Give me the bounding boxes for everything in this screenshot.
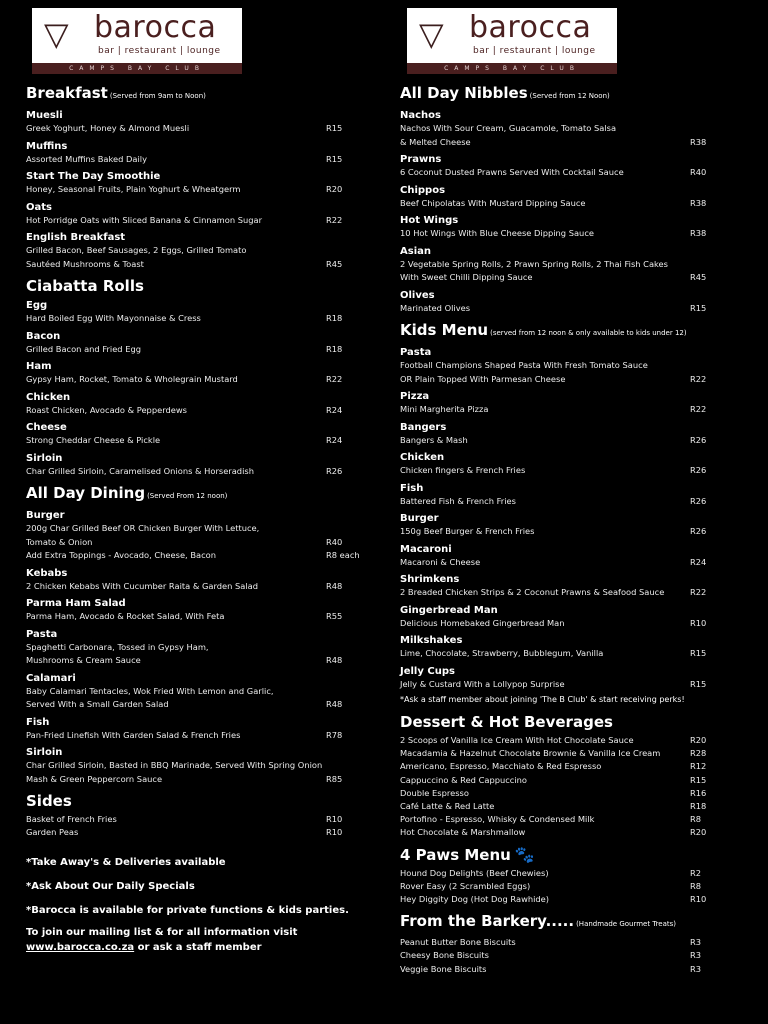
menu-item <box>26 140 366 167</box>
row-description: Rover Easy (2 Scrambled Eggs) <box>400 880 531 891</box>
menu-row <box>400 867 730 880</box>
row-price: R8 <box>690 814 702 825</box>
item-price: R40 <box>690 167 707 177</box>
section-title-text: Ciabatta Rolls <box>26 277 144 295</box>
item-name: Milkshakes <box>400 635 463 646</box>
item-name: Chicken <box>400 452 445 463</box>
item-price: R10 <box>690 617 707 628</box>
menu-item <box>26 201 366 228</box>
menu-item <box>400 482 730 509</box>
item-price: R38 <box>690 228 707 238</box>
item-line <box>26 580 366 594</box>
item-name: Fish <box>400 482 424 494</box>
menu-item <box>26 391 366 418</box>
row-price: R10 <box>690 894 707 905</box>
item-name: Macaroni <box>400 543 452 555</box>
item-description: Assorted Muffins Baked Daily <box>26 153 148 164</box>
row-description: Peanut Butter Bone Biscuits <box>400 937 516 948</box>
note-takeaway: *Take Away's & Deliveries available <box>26 857 226 869</box>
row-description: Hot Chocolate & Marshmallow <box>400 827 526 838</box>
item-description: Sautéed Mushrooms & Toast <box>26 258 144 269</box>
right-column <box>400 78 730 976</box>
logo-tagline: bar | restaurant | lounge <box>98 46 221 56</box>
menu-item <box>400 245 730 285</box>
paws-menu-section <box>400 846 730 907</box>
item-price: R24 <box>326 404 343 415</box>
barocca-logo <box>32 8 242 74</box>
item-description: Roast Chicken, Avocado & Pepperdews <box>26 404 187 415</box>
nibbles-section <box>400 84 730 315</box>
item-line: 200g Char Grilled Beef OR Chicken Burger With Lettuce, <box>26 523 260 533</box>
item-name: Chicken <box>26 391 71 403</box>
rows <box>26 813 366 839</box>
website-link[interactable]: www.barocca.co.za <box>26 942 135 954</box>
menu-row <box>400 826 730 839</box>
item-price: R85 <box>326 773 343 784</box>
menu-item <box>26 109 366 136</box>
all-day-dining-section <box>26 484 366 786</box>
item-description: Hard Boiled Egg With Mayonnaise & Cress <box>26 313 201 323</box>
menu-item <box>26 360 366 387</box>
row-price: R10 <box>326 814 343 824</box>
menu-item <box>26 567 366 594</box>
item-price <box>326 641 366 655</box>
section-title-text: Kids Menu <box>400 321 489 339</box>
menu-row <box>400 893 730 906</box>
item-price: R48 <box>326 655 343 665</box>
row-description: Basket of French Fries <box>26 814 117 824</box>
item-name: Gingerbread Man <box>400 604 498 616</box>
item-price: R24 <box>326 435 343 445</box>
item-line <box>400 556 730 570</box>
menu-item <box>400 512 730 539</box>
menu-item <box>26 231 366 271</box>
item-line <box>26 244 366 258</box>
item-price: R48 <box>326 580 343 591</box>
item-description: Football Champions Shaped Pasta With Fresh Tomato Sauce <box>400 360 648 370</box>
item-description: Honey, Seasonal Fruits, Plain Yoghurt & Wheatgerm <box>26 184 241 194</box>
item-name: Egg <box>26 300 48 311</box>
item-line <box>26 404 366 418</box>
ciabatta-section <box>26 277 366 478</box>
notes <box>26 851 366 923</box>
section-title <box>26 792 366 810</box>
item-name: Kebabs <box>26 567 68 579</box>
item-price <box>690 258 730 272</box>
section-title <box>26 84 366 105</box>
section-title-text: All Day Nibbles <box>400 84 528 102</box>
rows <box>400 734 730 840</box>
item-line: Add Extra Toppings - Avocado, Cheese, Bacon R8 each <box>26 550 360 560</box>
item-description: Beef Chipolatas With Mustard Dipping Sauce <box>400 197 586 208</box>
item-line <box>26 183 366 197</box>
item-name: Start The Day Smoothie <box>26 171 161 182</box>
item-description: With Sweet Chilli Dipping Sauce <box>400 272 533 282</box>
menu-item <box>26 330 366 357</box>
section-title <box>400 84 730 105</box>
item-price: R15 <box>690 302 707 313</box>
menu-row <box>400 949 730 962</box>
item-price: R15 <box>326 123 343 133</box>
cocktail-glass-icon: ▽ <box>44 15 69 53</box>
logo-tagline: bar | restaurant | lounge <box>473 46 596 56</box>
item-description: Marinated Olives <box>400 302 471 313</box>
item-price <box>690 122 730 136</box>
item-price: R55 <box>326 611 343 621</box>
item-line <box>26 698 366 712</box>
row-price: R3 <box>690 937 702 948</box>
item-price: R78 <box>326 729 343 740</box>
menu-row <box>400 800 730 813</box>
menu-item <box>400 665 730 692</box>
row-description: 2 Scoops of Vanilla Ice Cream With Hot Chocolate Sauce <box>400 735 634 745</box>
item-name: Fish <box>26 716 50 728</box>
section-title <box>400 912 730 933</box>
item-price: R20 <box>326 184 343 194</box>
item-line <box>400 495 730 509</box>
row-description: Americano, Espresso, Macchiato & Red Espresso <box>400 761 602 772</box>
item-price: R24 <box>690 556 707 567</box>
item-description: Bangers & Mash <box>400 434 468 445</box>
item-name: Nachos <box>400 110 441 121</box>
item-name: Ham <box>26 361 52 372</box>
row-description: Hound Dog Delights (Beef Chewies) <box>400 867 549 878</box>
item-price: R45 <box>326 258 343 269</box>
item-description: Char Grilled Sirloin, Basted in BBQ Marinade, Served With Spring Onion <box>26 760 323 770</box>
section-title-text: Dessert & Hot Beverages <box>400 713 613 731</box>
item-description: 6 Coconut Dusted Prawns Served With Cocktail Sauce <box>400 167 624 177</box>
item-line <box>400 166 730 180</box>
section-note: (Handmade Gourmet Treats) <box>576 920 677 929</box>
item-description: Gypsy Ham, Rocket, Tomato & Wholegrain Mustard <box>26 374 238 384</box>
row-price: R15 <box>690 774 707 785</box>
item-line <box>26 153 366 167</box>
menu-item <box>26 672 366 712</box>
sides-section <box>26 792 366 839</box>
row-description: Garden Peas <box>26 827 79 838</box>
item-name: Olives <box>400 289 435 301</box>
menu-row <box>400 787 730 800</box>
item-name: Jelly Cups <box>400 665 455 677</box>
rows <box>400 867 730 907</box>
item-price: R15 <box>690 648 707 658</box>
barkery-section <box>400 912 730 976</box>
item-price: R26 <box>326 465 343 476</box>
menu-item <box>26 716 366 743</box>
menu-row <box>400 734 730 747</box>
b-club-footnote: *Ask a staff member about joining 'The B Club' & start receiving perks! <box>400 695 685 704</box>
item-name: Oats <box>26 201 52 213</box>
item-line <box>400 136 730 150</box>
item-line <box>400 302 730 316</box>
item-line: Tomato & Onion R40 <box>26 536 343 547</box>
row-price: R28 <box>690 748 707 759</box>
item-price: R48 <box>326 699 343 709</box>
cocktail-glass-icon: ▽ <box>419 15 444 53</box>
item-name: English Breakfast <box>26 232 126 243</box>
item-name: Prawns <box>400 154 442 165</box>
section-title-text: 4 Paws Menu <box>400 845 511 864</box>
item-name: Pasta <box>26 628 58 640</box>
item-description: Pan-Fried Linefish With Garden Salad & French Fries <box>26 729 241 740</box>
logo-subtitle: CAMPS BAY CLUB <box>32 63 242 74</box>
logo-subtitle: CAMPS BAY CLUB <box>407 63 617 74</box>
row-price: R2 <box>690 867 702 878</box>
item-price: R15 <box>326 153 343 164</box>
item-description: Lime, Chocolate, Strawberry, Bubblegum, Vanilla <box>400 648 604 658</box>
row-price: R8 <box>690 880 702 891</box>
item-description: Grilled Bacon, Beef Sausages, 2 Eggs, Grilled Tomato <box>26 245 247 255</box>
left-column <box>26 78 366 955</box>
item-price: R22 <box>690 587 707 597</box>
item-line <box>400 271 730 285</box>
item-name: Calamari <box>26 672 76 684</box>
item-price: R38 <box>690 136 707 147</box>
item-line <box>26 465 366 479</box>
item-price: R26 <box>690 434 707 445</box>
item-line <box>26 312 366 326</box>
menu-row <box>400 936 730 949</box>
menu-item <box>400 214 730 241</box>
item-line <box>400 434 730 448</box>
item-description: Char Grilled Sirloin, Caramelised Onions & Horseradish <box>26 465 254 476</box>
item-name: Muesli <box>26 110 63 121</box>
item-line <box>26 122 366 136</box>
item-price: R18 <box>326 343 343 354</box>
menu-item <box>400 451 730 478</box>
item-description: Parma Ham, Avocado & Rocket Salad, With Feta <box>26 611 225 621</box>
menu-row <box>400 963 730 976</box>
item-line <box>400 227 730 241</box>
kids-menu-section <box>400 321 730 691</box>
row-description: Cheesy Bone Biscuits <box>400 950 489 961</box>
menu-item <box>400 289 730 316</box>
section-note: (Served from 12 Noon) <box>529 92 610 100</box>
row-price: R3 <box>690 950 702 961</box>
section-note: (Served from 9am to Noon) <box>109 92 206 100</box>
row-price: R18 <box>690 801 707 812</box>
item-description: OR Plain Topped With Parmesan Cheese <box>400 373 566 384</box>
item-description: Greek Yoghurt, Honey & Almond Muesli <box>26 123 190 133</box>
item-line <box>26 214 366 228</box>
item-price: R45 <box>690 272 707 282</box>
item-price <box>690 359 730 373</box>
item-name: Burger <box>400 513 439 524</box>
item-line <box>400 647 730 661</box>
row-price: R10 <box>326 827 343 838</box>
item-description: 150g Beef Burger & French Fries <box>400 526 535 536</box>
row-description: Veggie Bone Biscuits <box>400 963 487 974</box>
item-line <box>26 654 366 668</box>
menu-item <box>26 421 366 448</box>
item-description: 2 Vegetable Spring Rolls, 2 Prawn Spring Rolls, 2 Thai Fish Cakes <box>400 258 668 269</box>
item-description: & Melted Cheese <box>400 136 471 147</box>
dessert-section <box>400 713 730 840</box>
menu-item <box>26 597 366 624</box>
note-functions: *Barocca is available for private functions & kids parties. <box>26 905 349 917</box>
item-name: Muffins <box>26 140 68 152</box>
item-line <box>26 434 366 448</box>
item-line <box>400 617 730 631</box>
item-description: Battered Fish & French Fries <box>400 495 516 506</box>
item-line <box>400 197 730 211</box>
menu-item <box>400 604 730 631</box>
item-description: Spaghetti Carbonara, Tossed in Gypsy Ham, <box>26 641 209 652</box>
item-description: Mash & Green Peppercorn Sauce <box>26 773 163 784</box>
row-price: R16 <box>690 787 707 798</box>
menu-item <box>400 543 730 570</box>
item-line <box>26 759 366 773</box>
menu-row <box>400 813 730 826</box>
menu-item <box>400 573 730 600</box>
row-price: R20 <box>690 827 707 838</box>
menu-item <box>26 746 366 786</box>
menu-item <box>26 170 366 197</box>
item-description: Jelly & Custard With a Lollypop Surprise <box>400 678 565 689</box>
item-description: Strong Cheddar Cheese & Pickle <box>26 435 161 445</box>
item-price: R22 <box>326 214 343 225</box>
item-description: 2 Breaded Chicken Strips & 2 Coconut Prawns & Seafood Sauce <box>400 587 665 597</box>
menu-row <box>400 760 730 773</box>
item-line <box>26 373 366 387</box>
item-price: R22 <box>690 373 707 384</box>
item-line <box>26 610 366 624</box>
section-title <box>26 277 366 295</box>
menu-item <box>400 153 730 180</box>
logo-name: barocca <box>469 10 592 45</box>
item-description: 10 Hot Wings With Blue Cheese Dipping Sauce <box>400 228 594 238</box>
section-note: (served from 12 noon & only available to kids under 12) <box>490 329 687 337</box>
item-line <box>400 586 730 600</box>
item-name: Parma Ham Salad <box>26 598 126 609</box>
item-description: Delicious Homebaked Gingerbread Man <box>400 617 565 628</box>
item-price <box>326 685 366 699</box>
item-description: 2 Chicken Kebabs With Cucumber Raita & Garden Salad <box>26 580 259 591</box>
paw-icon: 🐾 <box>514 844 535 864</box>
row-description: Macadamia & Hazelnut Chocolate Brownie & Vanilla Ice Cream <box>400 748 661 759</box>
menu-row <box>400 774 730 787</box>
row-description: Cappuccino & Red Cappuccino <box>400 774 528 785</box>
item-name: Bangers <box>400 421 447 433</box>
item-price <box>326 244 366 258</box>
section-title-text: From the Barkery..... <box>400 912 575 931</box>
item-line <box>26 641 366 655</box>
item-name: Pizza <box>400 391 430 402</box>
logo-name: barocca <box>94 10 217 45</box>
item-name: Sirloin <box>26 452 63 464</box>
section-title-text: Sides <box>26 792 72 810</box>
row-description: Double Espresso <box>400 787 469 798</box>
item-line <box>400 359 730 373</box>
item-line <box>400 464 730 478</box>
menu-item <box>26 299 366 326</box>
item-price: R26 <box>690 465 707 475</box>
section-title: All Day Dining (Served From 12 noon) <box>26 484 228 502</box>
item-price: R22 <box>326 374 343 384</box>
item-description: Served With a Small Garden Salad <box>26 699 169 709</box>
section-title <box>400 321 730 342</box>
item-price: R26 <box>690 526 707 536</box>
item-price: R26 <box>690 495 707 506</box>
row-description: Portofino - Espresso, Whisky & Condensed Milk <box>400 814 595 825</box>
item-description: Grilled Bacon and Fried Egg <box>26 343 141 354</box>
item-name: Bacon <box>26 330 61 342</box>
menu-item <box>400 184 730 211</box>
menu-item <box>26 628 366 668</box>
item-description: Baby Calamari Tentacles, Wok Fried With Lemon and Garlic, <box>26 685 274 696</box>
item-name: Asian <box>400 245 431 257</box>
note-specials: *Ask About Our Daily Specials <box>26 881 195 893</box>
breakfast-section <box>26 84 366 271</box>
item-name: Hot Wings <box>400 215 459 226</box>
item-name: Cheese <box>26 422 67 433</box>
rows <box>400 936 730 976</box>
row-price: R3 <box>690 963 702 974</box>
menu-row <box>400 880 730 893</box>
barocca-logo <box>407 8 617 74</box>
item-name: Shrimkens <box>400 574 460 585</box>
item-line <box>26 343 366 357</box>
item-description: Mushrooms & Cream Sauce <box>26 655 141 665</box>
section-title <box>400 846 730 864</box>
item-price: R22 <box>690 404 707 414</box>
item-name: Sirloin <box>26 747 63 758</box>
item-line <box>400 678 730 692</box>
row-description: Hey Diggity Dog (Hot Dog Rawhide) <box>400 894 550 905</box>
menu-item <box>400 421 730 448</box>
item-line <box>26 729 366 743</box>
menu-item <box>400 390 730 417</box>
item-price: R18 <box>326 313 343 323</box>
item-description: Mini Margherita Pizza <box>400 404 489 414</box>
menu-row <box>26 813 366 826</box>
menu-item <box>26 509 366 563</box>
menu-item <box>400 634 730 661</box>
item-line <box>400 403 730 417</box>
item-price: R38 <box>690 197 707 208</box>
item-line <box>26 685 366 699</box>
item-line <box>400 258 730 272</box>
menu-item <box>400 109 730 149</box>
section-title-text: Breakfast <box>26 84 108 102</box>
row-price: R20 <box>690 735 707 745</box>
row-price: R12 <box>690 761 707 772</box>
item-line <box>400 525 730 539</box>
menu-item <box>26 452 366 479</box>
item-description: Macaroni & Cheese <box>400 556 481 567</box>
mailing-list: To join our mailing list & for all information visit www.barocca.co.za or ask a staff member <box>26 927 298 954</box>
row-description: Café Latte & Red Latte <box>400 801 495 812</box>
item-line <box>400 373 730 387</box>
item-line <box>26 258 366 272</box>
item-price: R15 <box>690 678 707 689</box>
item-description: Hot Porridge Oats with Sliced Banana & Cinnamon Sugar <box>26 214 263 225</box>
item-name: Burger <box>26 510 65 521</box>
item-name: Pasta <box>400 347 432 358</box>
menu-row <box>400 747 730 760</box>
item-description: Chicken fingers & French Fries <box>400 465 526 475</box>
item-description: Nachos With Sour Cream, Guacamole, Tomato Salsa <box>400 123 617 133</box>
menu-row <box>26 826 366 839</box>
item-line <box>400 122 730 136</box>
item-price <box>326 759 366 773</box>
item-line <box>26 773 366 787</box>
menu-item <box>400 346 730 386</box>
item-name: Chippos <box>400 184 446 196</box>
section-title <box>400 713 730 731</box>
